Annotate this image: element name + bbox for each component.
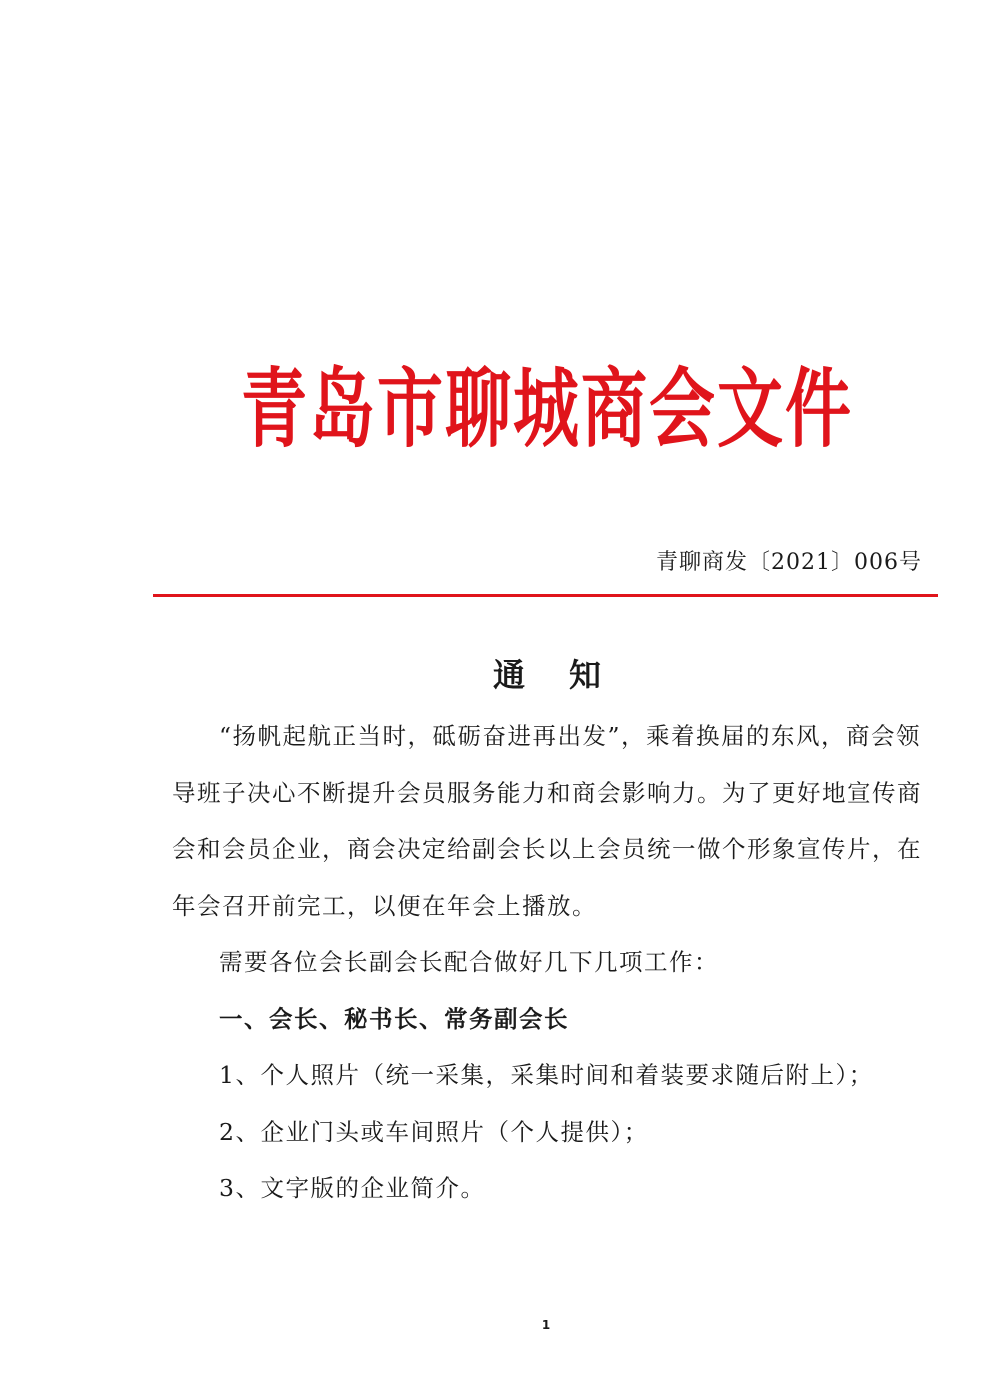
document-header-title: 青岛市聊城商会文件 bbox=[241, 359, 853, 460]
section-heading: 一、会长、秘书长、常务副会长 bbox=[219, 1004, 569, 1033]
list-item: 1、个人照片（统一采集，采集时间和着装要求随后附上）； bbox=[219, 1061, 874, 1089]
list-item: 3、文字版的企业简介。 bbox=[219, 1174, 486, 1202]
list-item: 2、企业门头或车间照片（个人提供）； bbox=[219, 1117, 649, 1146]
body-paragraph: “扬帆起航正当时，砥砺奋进再出发”，乘着换届的东风，商会领导班子决心不断提升会员服务能力和商会影响力。为了更好地宣传商会和会员企业，商会决定给副会长以上会员统一做个形象宣传片，在年会召开前完工，以便在年会上播放。 bbox=[172, 722, 922, 920]
document-number: 青聊商发〔2021〕006号 bbox=[656, 550, 922, 575]
notice-body bbox=[172, 708, 932, 1217]
page-number: 1 bbox=[541, 1318, 551, 1332]
body-paragraph: 需要各位会长副会长配合做好几下几项工作： bbox=[219, 948, 719, 976]
notice-title: 通知 bbox=[492, 656, 645, 694]
red-divider-line bbox=[153, 594, 938, 597]
document-header bbox=[0, 345, 994, 475]
